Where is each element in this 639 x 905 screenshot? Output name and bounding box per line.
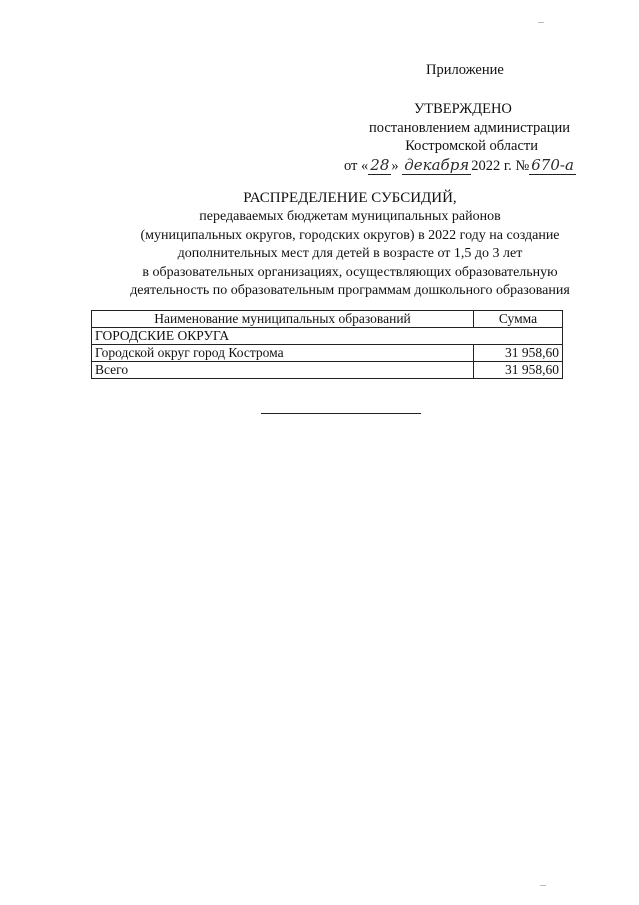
header-sum: Сумма — [474, 311, 563, 328]
decree-number-handwritten: 670-а — [531, 156, 574, 174]
decree-prefix: от « — [344, 158, 369, 174]
approved-label: УТВЕРЖДЕНО — [414, 101, 512, 117]
subsidy-table — [91, 310, 563, 379]
title-line: деятельность по образовательным программам дошкольного образования — [130, 283, 570, 298]
decree-reference — [344, 156, 576, 175]
decree-mid: » — [391, 158, 399, 174]
decree-month-handwritten: декабря — [404, 156, 470, 174]
title-line: в образовательных организациях, осуществляющих образовательную — [142, 264, 558, 280]
approved-by-line2: Костромской области — [405, 138, 538, 154]
title-line: (муниципальных округов, городских округов) в 2022 году на создание — [140, 227, 560, 243]
header-municipality: Наименование муниципальных образований — [92, 311, 474, 328]
approved-by-line1: постановлением администрации — [368, 120, 570, 136]
title-main: РАСПРЕДЕЛЕНИЕ СУБСИДИЙ, — [243, 190, 457, 206]
title-line: дополнительных мест для детей в возрасте от 1,5 до 3 лет — [177, 246, 523, 261]
row-sum: 31 958,60 — [474, 345, 563, 362]
table-header-row — [92, 311, 563, 328]
annex-label: Приложение — [426, 62, 504, 78]
scan-speck — [538, 22, 544, 23]
row-municipality: Городской округ город Кострома — [92, 345, 474, 362]
table-row — [92, 345, 563, 362]
document-title — [60, 189, 639, 301]
total-label: Всего — [92, 362, 474, 379]
group-row — [92, 328, 563, 345]
total-sum: 31 958,60 — [474, 362, 563, 379]
closing-line — [261, 413, 421, 414]
title-line: передаваемых бюджетам муниципальных районов — [199, 209, 501, 224]
decree-year: 2022 г. № — [471, 158, 530, 174]
total-row — [92, 362, 563, 379]
group-label: ГОРОДСКИЕ ОКРУГА — [92, 328, 563, 345]
scan-speck — [540, 885, 546, 886]
decree-day-handwritten: 28 — [370, 156, 390, 174]
